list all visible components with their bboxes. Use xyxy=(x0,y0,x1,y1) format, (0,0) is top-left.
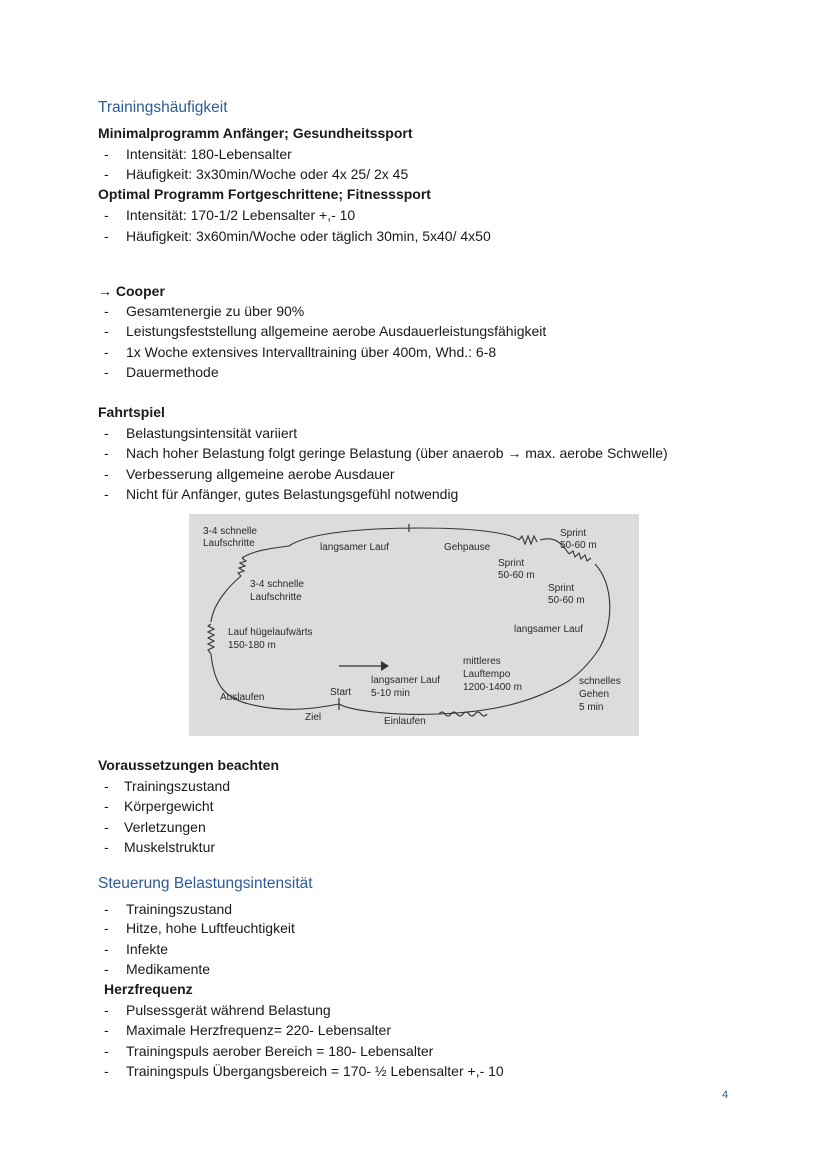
list-item: - Trainingspuls aerober Bereich = 180- Lebensalter xyxy=(104,1043,434,1059)
label-fast-steps-2b: Laufschritte xyxy=(250,592,302,603)
subheading-minimalprogramm: Minimalprogramm Anfänger; Gesundheitssport xyxy=(98,125,413,141)
label-fast-steps-2a: 3-4 schnelle xyxy=(250,579,304,590)
list-item: - Trainingspuls Übergangsbereich = 170- ½ Lebensalter +,- 10 xyxy=(104,1063,504,1079)
hill-zigzag xyxy=(208,624,214,654)
list-item: - Pulsessgerät während Belastung xyxy=(104,1002,331,1018)
sprint-zigzag xyxy=(569,551,591,561)
label-fast-walk-c: 5 min xyxy=(579,702,604,713)
heading-trainingshaeufigkeit: Trainingshäufigkeit xyxy=(98,99,228,116)
list-item: - Intensität: 180-Lebensalter xyxy=(104,146,292,162)
label-sprint-2b: 50-60 m xyxy=(498,570,535,581)
list-item: - 1x Woche extensives Intervalltraining über 400m, Whd.: 6-8 xyxy=(104,344,497,360)
list-item: - Muskelstruktur xyxy=(104,839,216,855)
arrow-right-icon: → xyxy=(98,283,112,299)
list-item: - Verbesserung allgemeine aerobe Ausdauer xyxy=(104,466,395,482)
fast-steps-zigzag xyxy=(238,558,246,576)
label-hill-run-b: 150-180 m xyxy=(228,640,276,651)
label-medium-tempo-a: mittleres xyxy=(463,656,501,667)
label-fast-walk-b: Gehen xyxy=(579,689,610,700)
label-slow-run-start-b: 5-10 min xyxy=(371,688,410,699)
label-fast-walk-a: schnelles xyxy=(579,676,621,687)
label-slow-run-top: langsamer Lauf xyxy=(320,542,389,553)
label-hill-run-a: Lauf hügelaufwärts xyxy=(228,627,313,638)
list-item: - Hitze, hohe Luftfeuchtigkeit xyxy=(104,920,295,936)
label-medium-tempo-c: 1200-1400 m xyxy=(463,682,522,693)
label-slow-run-right: langsamer Lauf xyxy=(514,624,583,635)
label-sprint-3a: Sprint xyxy=(548,583,575,594)
label-fast-steps-1b: Laufschritte xyxy=(203,538,255,549)
list-item: - Trainingszustand xyxy=(104,901,233,917)
label-goal: Ziel xyxy=(305,712,322,723)
label-sprint-3b: 50-60 m xyxy=(548,595,585,606)
heading-steuerung: Steuerung Belastungsintensität xyxy=(98,875,313,892)
label-sprint-2a: Sprint xyxy=(498,558,525,569)
list-item: - Infekte xyxy=(104,941,169,957)
label-medium-tempo-b: Lauftempo xyxy=(463,669,511,680)
list-item: - Nach hoher Belastung folgt geringe Belastung (über anaerob → max. aerobe Schwelle) xyxy=(104,445,668,461)
course-path-right xyxy=(567,564,610,682)
subheading-voraussetzungen: Voraussetzungen beachten xyxy=(98,757,280,773)
label-warm-up: Einlaufen xyxy=(384,716,426,727)
list-item: - Leistungsfeststellung allgemeine aerobe Ausdauerleistungsfähigkeit xyxy=(104,323,547,339)
label-walk-pause: Gehpause xyxy=(444,542,491,553)
list-item: - Dauermethode xyxy=(104,364,219,380)
list-item: - Trainingszustand xyxy=(104,778,231,794)
label-sprint-1a: Sprint xyxy=(560,528,587,539)
list-item: - Gesamtenergie zu über 90% xyxy=(104,303,305,319)
list-item: - Häufigkeit: 3x30min/Woche oder 4x 25/ 2x 45 xyxy=(104,166,409,182)
subheading-optimal-programm: Optimal Programm Fortgeschrittene; Fitnesssport xyxy=(98,186,431,202)
course-path-left xyxy=(211,576,241,622)
fahrtspiel-diagram xyxy=(189,514,639,736)
label-fast-steps-1a: 3-4 schnelle xyxy=(203,526,257,537)
subheading-herzfrequenz: Herzfrequenz xyxy=(104,981,193,997)
list-item: - Nicht für Anfänger, gutes Belastungsgefühl notwendig xyxy=(104,486,459,502)
list-item: - Verletzungen xyxy=(104,819,206,835)
list-item: - Maximale Herzfrequenz= 220- Lebensalter xyxy=(104,1022,391,1038)
label-slow-run-start-a: langsamer Lauf xyxy=(371,675,440,686)
list-item: - Häufigkeit: 3x60min/Woche oder täglich 30min, 5x40/ 4x50 xyxy=(104,228,491,244)
subheading-fahrtspiel: Fahrtspiel xyxy=(98,404,165,420)
list-item: - Belastungsintensität variiert xyxy=(104,425,298,441)
list-item: - Intensität: 170-1/2 Lebensalter +,- 10 xyxy=(104,207,356,223)
sprint-zigzag xyxy=(519,536,537,544)
label-cool-down: Auslaufen xyxy=(220,692,265,703)
list-item: - Medikamente xyxy=(104,961,211,977)
label-start: Start xyxy=(330,687,352,698)
list-item: - Körpergewicht xyxy=(104,798,214,814)
label-sprint-1b: 50-60 m xyxy=(560,540,597,551)
page-number: 4 xyxy=(722,1089,729,1101)
start-arrow-head xyxy=(381,661,389,671)
subheading-cooper: → Cooper xyxy=(98,283,165,299)
